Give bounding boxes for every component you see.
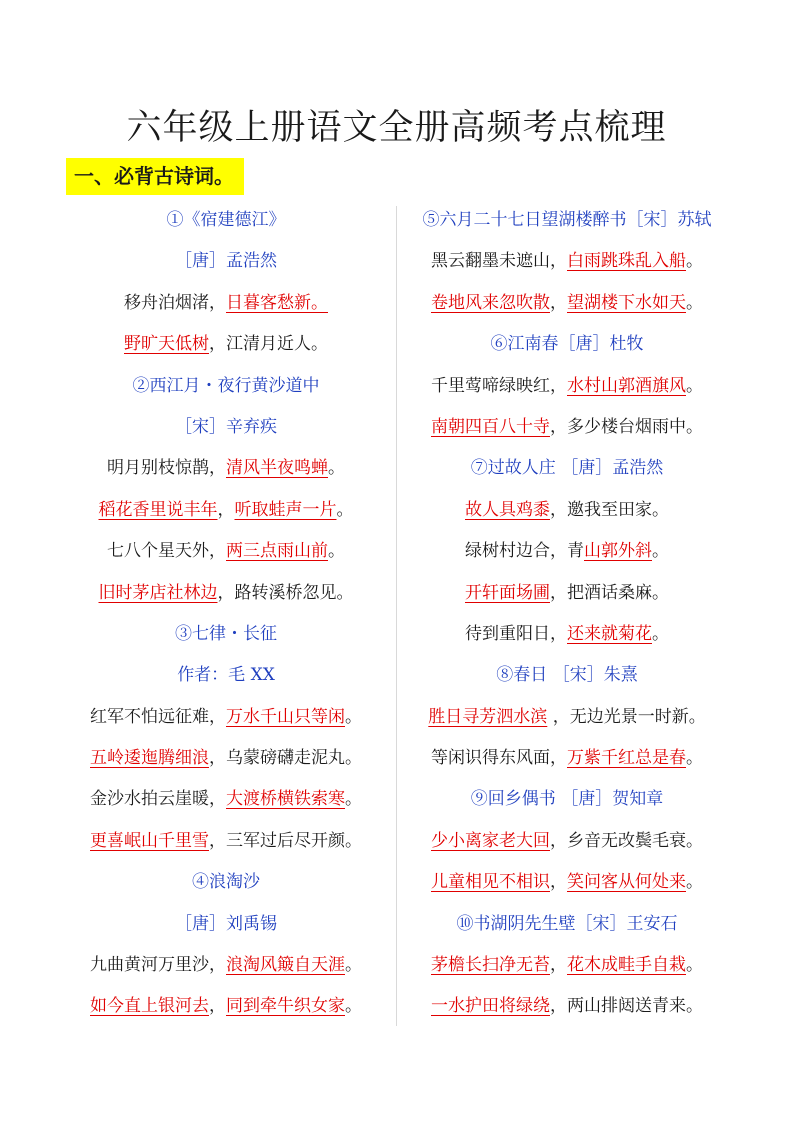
poem-heading: ①《宿建德江》 [166,210,286,230]
verse-segment: ，江清月近人。 [209,334,328,355]
answer-segment: 卷地风来忽吹散 [431,292,550,313]
verse-segment: 。 [345,996,362,1017]
poem-column-right [402,200,732,1028]
poem-verse-line [66,945,386,986]
verse-segment: ，乡音无改鬓毛衰。 [550,830,703,851]
page-title: 六年级上册语文全册高频考点梳理 [126,108,667,148]
answer-segment: 南朝四百八十寺 [431,416,550,437]
answer-segment: 还来就菊花 [567,623,652,644]
answer-segment: 稻花香里说丰年 [98,499,218,520]
answer-segment: 胜日寻芳泗水滨 [428,706,548,727]
answer-segment: 如今直上银河去 [90,996,209,1017]
answer-segment: 旧时茅店社林边 [98,582,218,603]
poem-column-left [66,200,386,1028]
answer-segment: 清风半夜鸣蝉 [226,458,328,479]
poem-verse-line [402,986,732,1027]
verse-segment: 金沙水拍云崖暖， [90,789,226,810]
verse-segment: 绿树村边合，青 [465,541,584,562]
answer-segment: 望湖楼下水如天 [567,292,686,313]
answer-segment: 开轩面场圃 [465,582,550,603]
answer-segment: 笑问客从何处来 [567,872,686,893]
poem-verse-line [66,986,386,1027]
verse-segment: ，乌蒙磅礴走泥丸。 [209,748,362,769]
verse-segment: ， [550,872,567,893]
answer-segment: 五岭逶迤腾细浪 [90,748,209,769]
verse-segment: ，路转溪桥忽见。 [217,582,354,603]
answer-segment: 故人具鸡黍 [465,499,550,520]
verse-segment: ， [550,292,567,313]
poem-verse-line [402,821,732,862]
poem-verse-line [402,241,732,282]
poem-heading: ②西江月・夜行黄沙道中 [132,375,320,396]
poem-heading: ④浪淘沙 [192,872,260,893]
poem-verse-line [66,448,386,489]
answer-segment: 茅檐长扫净无苔 [431,955,550,976]
poem-verse-line [66,573,386,614]
answer-segment: 大渡桥横铁索寒 [226,789,345,810]
verse-segment: 黑云翻墨未遮山， [431,251,567,272]
column-divider [396,206,397,1026]
verse-segment: 等闲识得东风面， [431,748,567,769]
verse-segment: 千里莺啼绿映红， [431,375,567,396]
answer-segment: 花木成畦手自栽 [567,955,686,976]
poem-verse-line [402,407,732,448]
poem-verse-line [402,366,732,407]
verse-segment: ， [217,499,235,520]
answer-segment: 山郭外斜 [584,541,652,562]
verse-segment: 。 [652,623,669,644]
poem-verse-line [402,573,732,614]
answer-segment: 万水千山只等闲 [226,706,345,727]
poem-verse-line [402,614,732,655]
answer-segment: 少小离家老大回 [431,830,550,851]
section-heading: 一、必背古诗词。 [66,158,244,195]
answer-segment: 儿童相见不相识 [431,872,550,893]
answer-segment: 两三点雨山前 [226,541,328,562]
verse-segment: ，三军过后尽开颜。 [209,830,362,851]
verse-segment: ，无边光景一时新。 [547,706,706,727]
poem-verse-line [66,324,386,365]
poem-verse-line [66,779,386,820]
poem-heading: ⑤六月二十七日望湖楼醉书［宋］苏轼 [422,210,712,230]
answer-segment: 听取蛙声一片 [234,499,337,520]
verse-segment: 七八个星天外， [107,541,226,562]
verse-segment: ，多少楼台烟雨中。 [550,416,703,437]
poem-verse-line [402,490,732,531]
verse-segment: 。 [686,292,703,313]
verse-segment: 九曲黄河万里沙， [90,955,226,976]
poem-verse-line [402,862,732,903]
poem-verse-line [66,490,386,531]
verse-segment: 。 [328,458,345,479]
verse-segment: 。 [345,955,362,976]
poem-verse-line [66,697,386,738]
poem-heading: ［唐］刘禹锡 [175,913,277,934]
verse-segment: 。 [686,872,703,893]
verse-segment: 待到重阳日， [465,623,567,644]
poem-verse-line [402,697,732,738]
verse-segment: 。 [686,955,703,976]
verse-segment: 。 [686,375,703,396]
verse-segment: 。 [336,499,354,520]
verse-segment: ， [550,955,567,976]
answer-segment: 一水护田将绿绕 [431,996,550,1017]
poem-verse-line [66,738,386,779]
verse-segment: 。 [686,251,703,272]
answer-segment: 万紫千红总是春 [567,748,686,769]
verse-segment: ，两山排闼送青来。 [550,996,703,1017]
answer-segment: 同到牵牛织女家 [226,996,345,1017]
poem-heading: ［宋］辛弃疾 [175,416,277,437]
poem-verse-line [402,283,732,324]
poem-heading: ⑧春日 ［宋］朱熹 [496,665,638,686]
poem-heading: 作者：毛 XX [177,665,275,686]
answer-segment: 白雨跳珠乱入船 [567,251,686,272]
verse-segment: 。 [328,541,345,562]
poem-verse-line [402,738,732,779]
poem-heading: ③七律・长征 [175,623,277,644]
poem-heading: ⑥江南春［唐］杜牧 [490,334,644,355]
answer-segment: 浪淘风簸自天涯 [226,955,345,976]
poem-verse-line [66,821,386,862]
answer-segment: 更喜岷山千里雪 [90,830,209,851]
verse-segment: 红军不怕远征难， [90,706,226,727]
verse-segment: 。 [345,706,362,727]
verse-segment: ，把酒话桑麻。 [550,582,669,603]
answer-segment: 野旷天低树 [124,334,209,355]
verse-segment: 。 [652,541,669,562]
poem-heading: ⑨回乡偶书 ［唐］贺知章 [470,789,664,810]
poem-heading: ⑦过故人庄 ［唐］孟浩然 [470,458,664,479]
verse-segment: 。 [345,789,362,810]
poem-verse-line [66,531,386,572]
poem-heading: ［唐］孟浩然 [175,251,277,272]
verse-segment: 。 [686,748,703,769]
poem-verse-line [402,531,732,572]
poem-verse-line [402,945,732,986]
answer-segment: 日暮客愁新。 [226,292,328,313]
poem-verse-line [66,283,386,324]
answer-segment: 水村山郭酒旗风 [567,375,686,396]
verse-segment: ， [209,996,226,1017]
verse-segment: 明月别枝惊鹊， [107,458,226,479]
poem-heading: ⑩书湖阴先生壁［宋］王安石 [456,913,678,934]
verse-segment: ，邀我至田家。 [550,499,669,520]
verse-segment: 移舟泊烟渚， [124,292,226,313]
